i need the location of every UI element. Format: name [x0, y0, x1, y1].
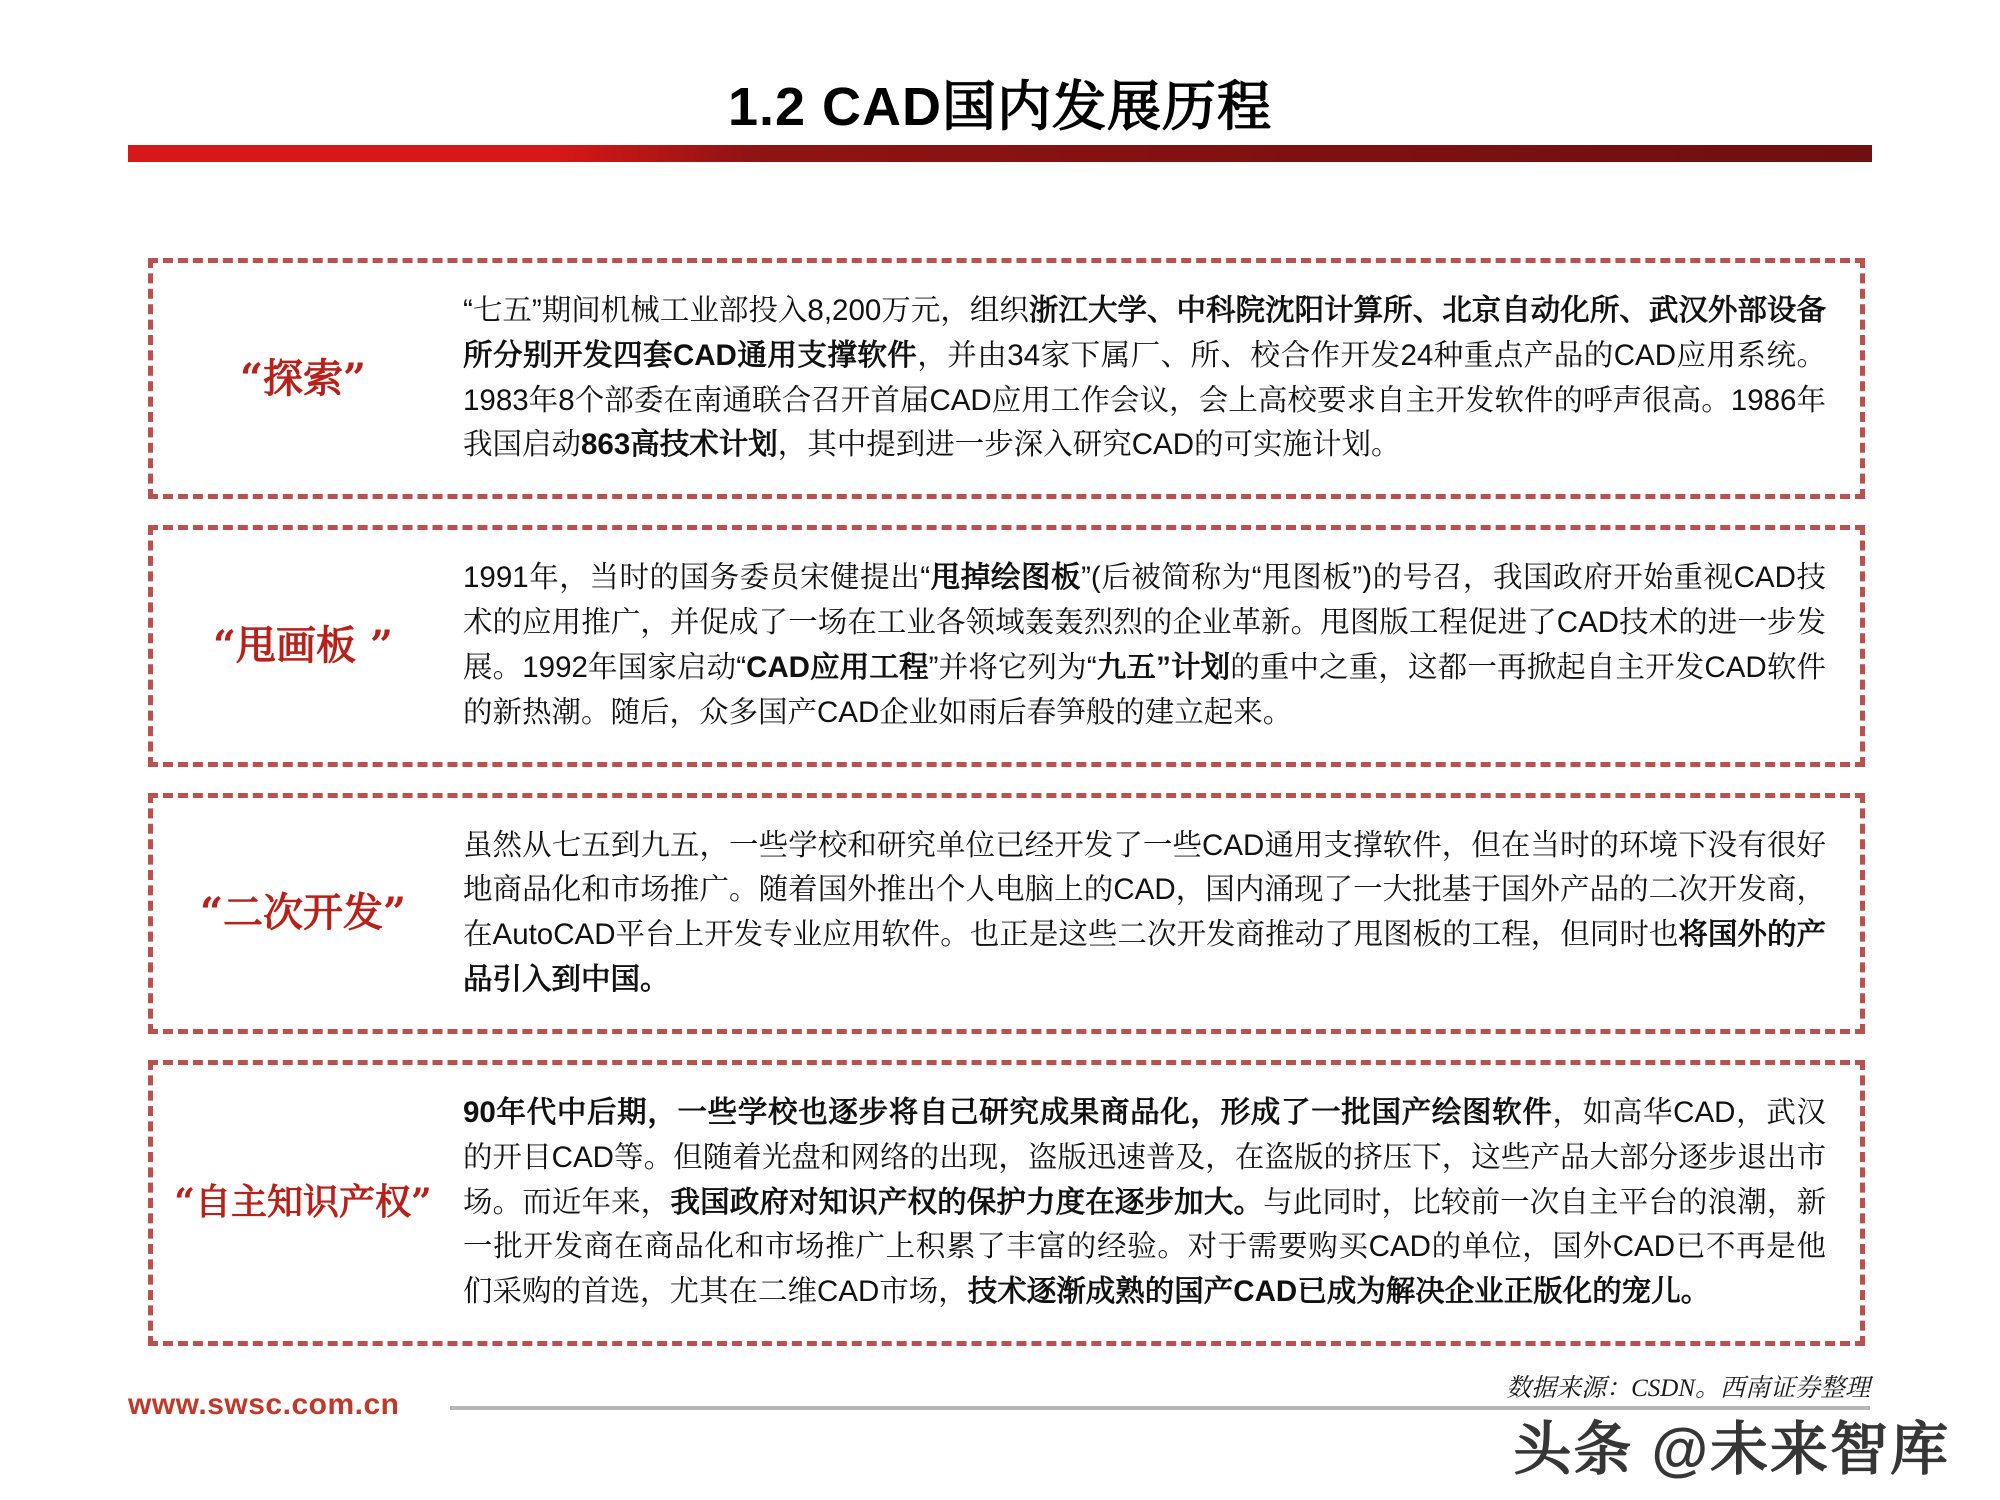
info-box-exploration — [148, 258, 1865, 499]
data-source-note: 数据来源：CSDN。西南证券整理 — [1506, 1375, 1870, 1402]
info-box-body: “七五”期间机械工业部投入8,200万元，组织浙江大学、中科院沈阳计算所、北京自动化所、武汉外部设备所分别开发四套CAD通用支撑软件，并由34家下属厂、所、校合作开发24种重点产品的CAD应用系统。1983年8个部委在南通联合召开首届CAD应用工作会议，会上高校要求自主开发软件的呼声很高。1986年我国启动863高技术计划，其中提到进一步深入研究CAD的可实施计划。 — [463, 294, 1826, 462]
info-box-secondary-development — [148, 793, 1865, 1034]
info-box-label: “探索” — [239, 354, 366, 402]
info-box-label: “甩画板 ” — [213, 621, 393, 669]
info-box-body: 1991年，当时的国务委员宋健提出“甩掉绘图板”(后被简称为“甩图板”)的号召，我国政府开始重视CAD技术的应用推广，并促成了一场在工业各领域轰轰烈烈的企业革新。甩图版工程促进了CAD技术的进一步发展。1992年国家启动“CAD应用工程”并将它列为“九五”计划的重中之重，这都一再掀起自主开发CAD软件的新热潮。随后，众多国产CAD企业如雨后春笋般的建立起来。 — [463, 561, 1826, 729]
content-box-list — [148, 258, 1865, 1372]
info-box-drawing-board — [148, 525, 1865, 766]
footer-website-url[interactable]: www.swsc.com.cn — [128, 1388, 400, 1421]
watermark-logo: 头条 @未来智库 — [1513, 1417, 1950, 1482]
info-box-independent-ip — [148, 1060, 1865, 1346]
info-box-body: 90年代中后期，一些学校也逐步将自己研究成果商品化，形成了一批国产绘图软件，如高华CAD，武汉的开目CAD等。但随着光盘和网络的出现，盗版迅速普及，在盗版的挤压下，这些产品大部分逐步退出市场。而近年来，我国政府对知识产权的保护力度在逐步加大。与此同时，比较前一次自主平台的浪潮，新一批开发商在商品化和市场推广上积累了丰富的经验。对于需要购买CAD的单位，国外CAD已不再是他们采购的首选，尤其在二维CAD市场，技术逐渐成熟的国产CAD已成为解决企业正版化的宠儿。 — [463, 1095, 1826, 1309]
info-box-label: “二次开发” — [199, 889, 406, 937]
page-title: 1.2 CAD国内发展历程 — [727, 77, 1273, 137]
header-accent-bar — [128, 145, 1872, 162]
info-box-label: “自主知识产权” — [174, 1181, 432, 1224]
info-box-body: 虽然从七五到九五，一些学校和研究单位已经开发了一些CAD通用支撑软件，但在当时的环境下没有很好地商品化和市场推广。随着国外推出个人电脑上的CAD，国内涌现了一大批基于国外产品的二次开发商，在AutoCAD平台上开发专业应用软件。也正是这些二次开发商推动了甩图板的工程，但同时也将国外的产品引入到中国。 — [463, 828, 1826, 997]
